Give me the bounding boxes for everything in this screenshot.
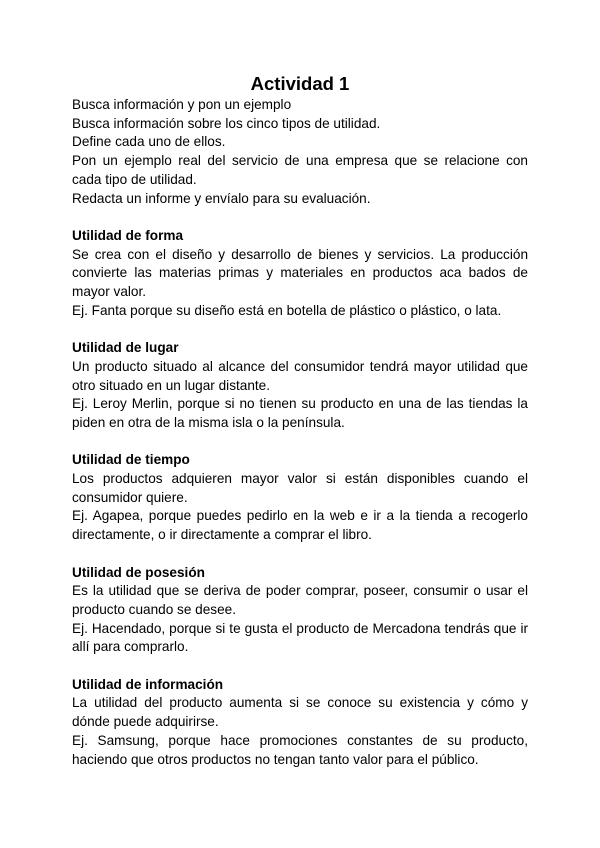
instruction-line: Define cada uno de ellos.: [72, 134, 226, 150]
section-utilidad-tiempo: [72, 451, 528, 545]
section-definition: La utilidad del producto aumenta si se conoce su existencia y cómo y dónde puede adquirirse.: [72, 695, 528, 730]
section-utilidad-informacion: [72, 676, 528, 770]
section-example: Ej. Fanta porque su diseño está en botella de plástico o plástico, o lata.: [72, 302, 502, 318]
instruction-line: Busca información sobre los cinco tipos de utilidad.: [72, 115, 381, 131]
section-definition: Los productos adquieren mayor valor si están disponibles cuando el consumidor quiere.: [72, 471, 528, 505]
section-utilidad-lugar: [72, 339, 528, 433]
section-utilidad-forma: [72, 227, 528, 321]
section-heading: Utilidad de forma: [72, 227, 184, 243]
section-definition: Se crea con el diseño y desarrollo de bienes y servicios. La producción convierte las materias primas y materiales en productos aca bados de mayor valor.: [72, 246, 528, 300]
section-heading: Utilidad de lugar: [72, 340, 179, 356]
section-heading: Utilidad de información: [72, 676, 224, 692]
intro-instructions: [72, 96, 528, 208]
instruction-line: Redacta un informe y envíalo para su evaluación.: [72, 190, 371, 206]
section-heading: Utilidad de tiempo: [72, 452, 190, 468]
instruction-line: Pon un ejemplo real del servicio de una empresa que se relacione con cada tipo de utilidad.: [72, 153, 528, 187]
section-example: Ej. Agapea, porque puedes pedirlo en la web e ir a la tienda a recogerlo directamente, o ir directamente a comprar el libro.: [72, 508, 528, 543]
instruction-line: Busca información y pon un ejemplo: [72, 97, 292, 112]
section-example: Ej. Leroy Merlin, porque si no tienen su producto en una de las tiendas la piden en otra de la misma isla o la península.: [72, 396, 528, 430]
section-heading: Utilidad de posesión: [72, 564, 205, 580]
document-page: [72, 72, 528, 769]
section-definition: Es la utilidad que se deriva de poder comprar, poseer, consumir o usar el producto cuando se desee.: [72, 583, 528, 617]
section-utilidad-posesion: [72, 564, 528, 658]
section-definition: Un producto situado al alcance del consumidor tendrá mayor utilidad que otro situado en un lugar distante.: [72, 358, 528, 393]
page-title: Actividad 1: [250, 73, 350, 94]
section-example: Ej. Samsung, porque hace promociones constantes de su producto, haciendo que otros productos no tengan tanto valor para el público.: [72, 732, 528, 767]
section-example: Ej. Hacendado, porque si te gusta el producto de Mercadona tendrás que ir allí para comprarlo.: [72, 620, 528, 655]
